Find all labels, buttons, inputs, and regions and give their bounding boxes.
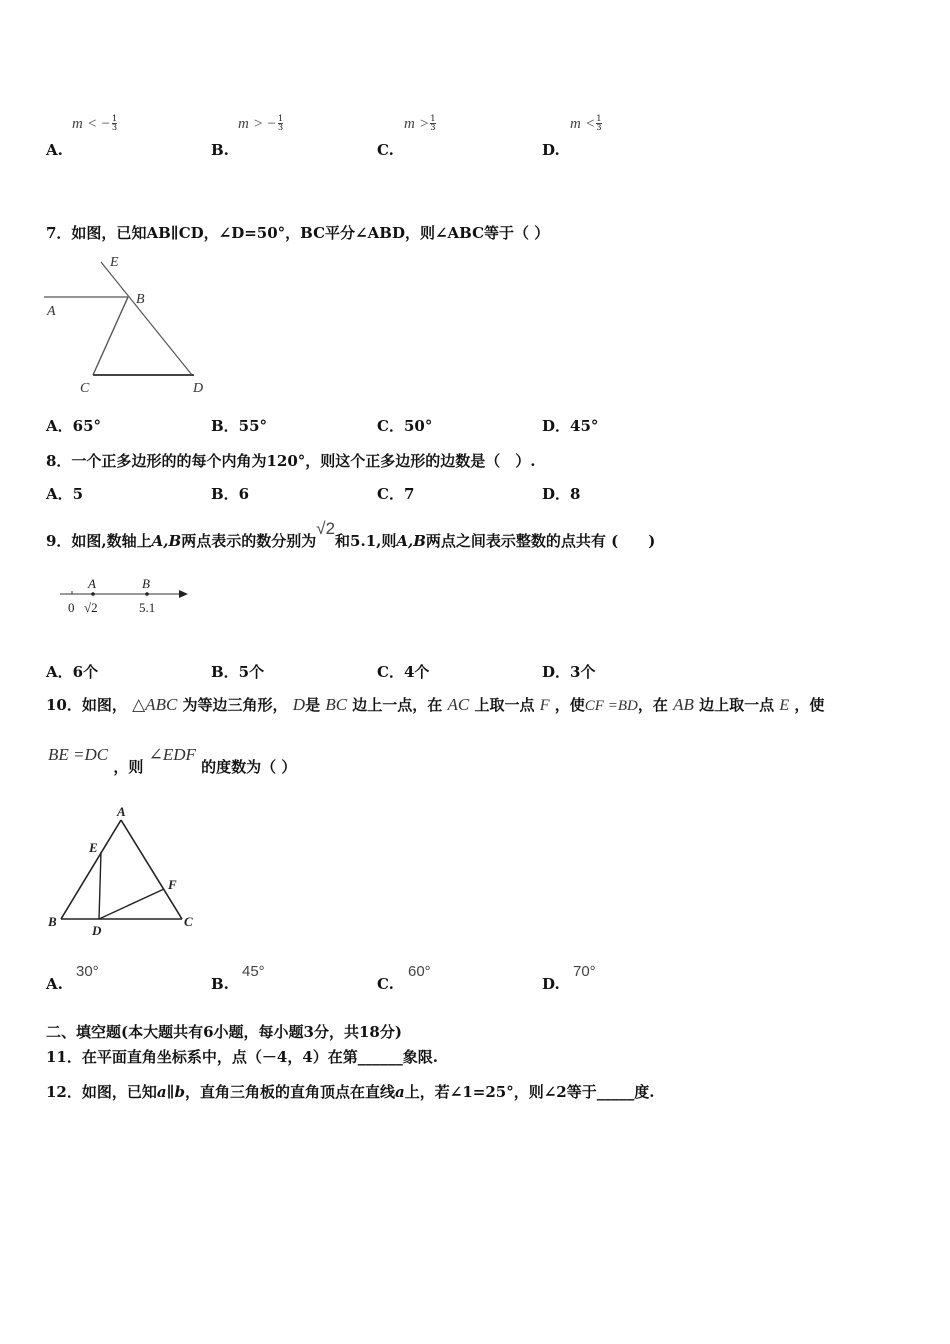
label-zero: 0 [68,600,75,615]
q7-option-d[interactable]: D．45° [542,417,599,435]
answer-blank[interactable]: _____ [596,1083,635,1101]
q10-option-a-value: 30° [76,963,99,980]
q8-option-c[interactable]: C．7 [377,485,415,503]
label-c: C [80,381,90,396]
label-b: B [142,576,150,591]
q11-stem: 11．在平面直角坐标系中，点（－4，4）在第______象限. [46,1048,438,1066]
fraction: $\frac{1}{3}$ [596,114,602,132]
label-a: A [117,804,126,819]
label-d: D [193,381,204,396]
sqrt2: √2 [316,519,336,538]
q10-stem-line1: 10．如图， △ABC 为等边三角形， D是 BC 边上一点，在 AC 上取一点 F ，使CF =BD，在 AB 边上取一点 E ，使 [46,695,825,714]
label-d: D [92,923,102,938]
q6-option-b-expr: m > − $\frac{1}{3}$ [238,114,284,132]
answer-blank[interactable]: ______ [357,1048,403,1066]
label-e: E [89,840,98,855]
q7-option-a[interactable]: A．65° [46,417,102,435]
q6-option-c-expr: m > $\frac{1}{3}$ [404,114,436,132]
q9-option-c[interactable]: C．4个 [377,663,430,681]
q10-option-b-value: 45° [242,963,265,980]
q7-stem: 7．如图，已知AB∥CD，∠D=50°，BC平分∠ABD，则∠ABC等于（ ） [46,224,550,242]
label-e: E [110,255,119,270]
q6-option-a-expr: m < − $\frac{1}{3}$ [72,114,118,132]
q6-option-d-label[interactable]: D. [542,141,560,159]
label-b: B [48,914,57,929]
fraction: $\frac{1}{3}$ [277,114,284,132]
label-b: B [136,292,145,307]
fraction: $\frac{1}{3}$ [430,114,436,132]
q6-option-c-label[interactable]: C. [377,141,394,159]
q8-option-b[interactable]: B．6 [211,485,250,503]
q10-option-d-label[interactable]: D. [542,975,560,993]
q8-stem: 8．一个正多边形的的每个内角为120°，则这个正多边形的边数是（ ）. [46,452,536,470]
label-b-value: 5.1 [139,600,156,615]
label-a: A [47,304,56,319]
q9-number-line [55,574,195,619]
q12-stem: 12．如图，已知a∥b，直角三角板的直角顶点在直线a上，若∠1=25°，则∠2等于_____度. [46,1083,655,1101]
q10-option-c-label[interactable]: C. [377,975,394,993]
q10-stem-line2: BE =DC ，则 ∠EDF 的度数为（ ） [48,745,297,776]
label-a: A [88,576,96,591]
q10-figure [44,802,209,942]
label-f: F [168,877,177,892]
q6-option-d-expr: m < $\frac{1}{3}$ [570,114,602,132]
q9-option-b[interactable]: B．5个 [211,663,265,681]
q6-option-a-label[interactable]: A. [46,141,63,159]
q6-option-b-label[interactable]: B. [211,141,229,159]
q8-option-a[interactable]: A．5 [46,485,84,503]
label-c: C [184,914,193,929]
q9-option-a[interactable]: A．6个 [46,663,99,681]
label-sqrt2: √2 [84,600,98,615]
q10-option-a-label[interactable]: A. [46,975,63,993]
q8-option-d[interactable]: D．8 [542,485,581,503]
fraction: $\frac{1}{3}$ [111,114,118,132]
q10-option-c-value: 60° [408,963,431,980]
q7-option-c[interactable]: C．50° [377,417,433,435]
q9-option-d[interactable]: D．3个 [542,663,596,681]
section-heading: 二、填空题(本大题共有6小题，每小题3分，共18分) [46,1023,402,1041]
q7-option-b[interactable]: B．55° [211,417,268,435]
q9-stem: 9．如图,数轴上A,B两点表示的数分别为√2和5.1,则A,B两点之间表示整数的点共有 ( ) [46,519,656,550]
q10-option-b-label[interactable]: B. [211,975,229,993]
q7-figure [44,252,209,397]
q10-option-d-value: 70° [573,963,596,980]
